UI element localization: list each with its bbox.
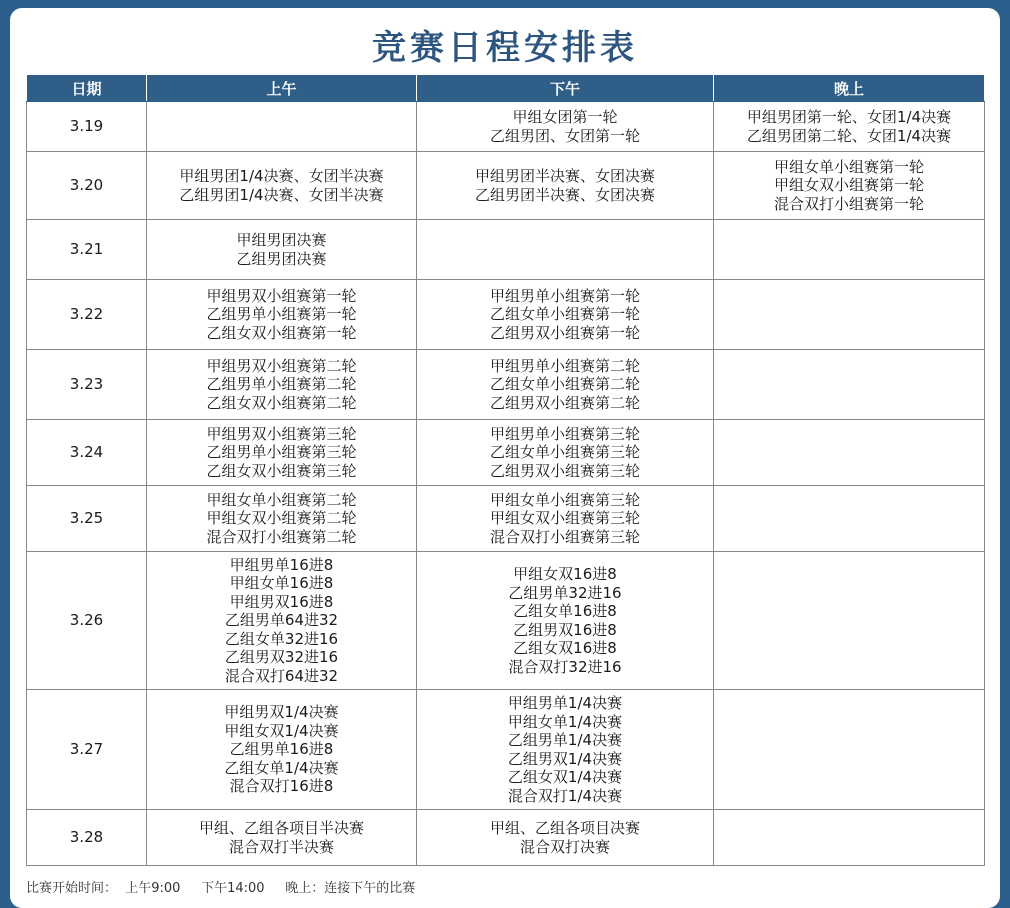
event-line: 乙组女单32进16 <box>224 629 339 648</box>
event-line: 甲组男团决赛 <box>236 231 327 249</box>
event-line: 甲组男单1/4决赛 <box>507 694 623 712</box>
date-cell: 3.27 <box>27 690 147 810</box>
eve-cell <box>714 280 985 350</box>
event-line: 甲组女单小组赛第三轮 <box>489 490 640 509</box>
pm-cell <box>417 102 714 152</box>
event-line: 甲组女双小组赛第二轮 <box>206 509 357 528</box>
table-row <box>27 690 985 810</box>
eve-cell <box>714 220 985 280</box>
date-cell: 3.26 <box>27 552 147 690</box>
event-line: 甲组男团第一轮、女团1/4决赛 <box>746 108 952 126</box>
event-line: 乙组男单小组赛第三轮 <box>206 443 357 462</box>
table-row <box>27 152 985 220</box>
event-line: 甲组女双小组赛第三轮 <box>489 509 640 528</box>
pm-cell <box>417 810 714 866</box>
event-line: 乙组男单小组赛第一轮 <box>206 305 357 324</box>
am-cell <box>147 810 417 866</box>
event-line: 甲组男双小组赛第一轮 <box>206 286 357 305</box>
event-line: 甲组女团第一轮 <box>512 108 618 126</box>
eve-cell <box>714 486 985 552</box>
event-line: 乙组男双1/4决赛 <box>507 749 623 768</box>
eve-cell <box>714 350 985 420</box>
event-line: 甲组女单16进8 <box>229 574 334 593</box>
event-line: 混合双打32进16 <box>508 657 622 676</box>
date-cell: 3.24 <box>27 420 147 486</box>
event-line: 乙组女双16进8 <box>513 639 617 657</box>
event-line: 甲组男双1/4决赛 <box>224 703 339 722</box>
event-line: 乙组女双小组赛第三轮 <box>206 461 357 480</box>
pm-cell <box>417 552 714 690</box>
event-line: 甲组、乙组各项目半决赛 <box>198 819 364 837</box>
event-line: 甲组、乙组各项目决赛 <box>489 819 640 837</box>
date-cell: 3.20 <box>27 152 147 220</box>
event-line: 甲组男单16进8 <box>229 555 334 574</box>
event-line: 乙组女单1/4决赛 <box>224 758 339 777</box>
event-line: 乙组男团半决赛、女团决赛 <box>474 185 655 204</box>
event-line: 乙组女单小组赛第二轮 <box>489 375 640 394</box>
table-row <box>27 220 985 280</box>
header-afternoon: 下午 <box>417 75 714 102</box>
table-row <box>27 552 985 690</box>
table-row <box>27 350 985 420</box>
date-cell: 3.19 <box>27 102 147 152</box>
event-line: 乙组男单32进16 <box>508 583 622 602</box>
date-cell: 3.23 <box>27 350 147 420</box>
am-cell <box>147 690 417 810</box>
event-line: 乙组女单小组赛第三轮 <box>489 443 640 462</box>
event-line: 乙组女单小组赛第一轮 <box>489 305 640 324</box>
date-cell: 3.21 <box>27 220 147 280</box>
header-evening: 晚上 <box>714 75 985 102</box>
eve-cell <box>714 420 985 486</box>
eve-cell <box>714 152 985 220</box>
pm-cell <box>417 420 714 486</box>
event-line: 混合双打64进32 <box>224 666 339 685</box>
event-line: 甲组男双小组赛第三轮 <box>206 424 357 443</box>
event-line: 甲组男双小组赛第二轮 <box>206 356 357 375</box>
eve-cell <box>714 102 985 152</box>
date-cell: 3.28 <box>27 810 147 866</box>
table-row <box>27 280 985 350</box>
event-line: 甲组男单小组赛第三轮 <box>489 424 640 443</box>
am-cell <box>147 486 417 552</box>
pm-cell <box>417 690 714 810</box>
eve-cell <box>714 810 985 866</box>
pm-cell <box>417 280 714 350</box>
am-cell <box>147 102 417 152</box>
event-line: 乙组男双小组赛第二轮 <box>489 393 640 412</box>
schedule-table <box>26 74 985 866</box>
event-line: 乙组女双1/4决赛 <box>507 768 623 786</box>
table-row <box>27 810 985 866</box>
am-cell <box>147 420 417 486</box>
event-line: 混合双打16进8 <box>229 777 334 796</box>
event-line: 混合双打小组赛第二轮 <box>206 527 357 546</box>
am-cell <box>147 152 417 220</box>
event-line: 乙组男团1/4决赛、女团半决赛 <box>179 185 384 204</box>
table-row <box>27 420 985 486</box>
event-line: 乙组男双16进8 <box>513 620 617 639</box>
am-cell <box>147 280 417 350</box>
eve-cell <box>714 552 985 690</box>
event-line: 乙组女双小组赛第二轮 <box>206 393 357 412</box>
table-header-row <box>27 75 985 102</box>
pm-cell <box>417 152 714 220</box>
event-line: 乙组女双小组赛第一轮 <box>206 323 357 342</box>
pm-cell <box>417 350 714 420</box>
event-line: 甲组女双16进8 <box>513 565 617 583</box>
eve-cell <box>714 690 985 810</box>
event-line: 甲组男双16进8 <box>229 592 334 611</box>
event-line: 甲组女双1/4决赛 <box>224 721 339 740</box>
event-line: 乙组男双小组赛第一轮 <box>489 323 640 342</box>
event-line: 甲组男团1/4决赛、女团半决赛 <box>179 167 384 185</box>
event-line: 乙组男团第二轮、女团1/4决赛 <box>746 126 952 145</box>
event-line: 乙组男团决赛 <box>236 249 327 268</box>
event-line: 混合双打小组赛第三轮 <box>489 527 640 546</box>
event-line: 乙组男双32进16 <box>224 648 339 667</box>
event-line: 乙组男单小组赛第二轮 <box>206 375 357 394</box>
event-line: 乙组男单16进8 <box>229 740 334 759</box>
event-line: 甲组男单小组赛第二轮 <box>489 356 640 375</box>
table-row <box>27 486 985 552</box>
event-line: 混合双打小组赛第一轮 <box>773 194 924 213</box>
date-cell: 3.22 <box>27 280 147 350</box>
am-cell <box>147 220 417 280</box>
page-title: 竞赛日程安排表 <box>372 28 638 68</box>
event-line: 混合双打1/4决赛 <box>507 786 623 805</box>
start-time-note: 比赛开始时间： 上午9:00 下午14:00 晚上：连接下午的比赛 <box>26 881 416 896</box>
event-line: 甲组女单小组赛第一轮 <box>773 157 924 176</box>
event-line: 乙组男团、女团第一轮 <box>489 126 640 145</box>
event-line: 甲组女单小组赛第二轮 <box>206 490 357 509</box>
pm-cell <box>417 220 714 280</box>
header-date: 日期 <box>27 75 147 102</box>
date-cell: 3.25 <box>27 486 147 552</box>
table-row <box>27 102 985 152</box>
event-line: 甲组男单小组赛第一轮 <box>489 286 640 305</box>
pm-cell <box>417 486 714 552</box>
event-line: 乙组男双小组赛第三轮 <box>489 461 640 480</box>
event-line: 甲组女双小组赛第一轮 <box>773 176 924 195</box>
event-line: 混合双打决赛 <box>519 837 610 856</box>
am-cell <box>147 552 417 690</box>
event-line: 乙组男单1/4决赛 <box>507 731 623 749</box>
am-cell <box>147 350 417 420</box>
header-morning: 上午 <box>147 75 417 102</box>
event-line: 乙组女单16进8 <box>513 602 617 620</box>
event-line: 混合双打半决赛 <box>228 837 334 856</box>
event-line: 甲组女单1/4决赛 <box>507 712 623 731</box>
event-line: 乙组男单64进32 <box>224 611 339 630</box>
event-line: 甲组男团半决赛、女团决赛 <box>474 167 655 185</box>
